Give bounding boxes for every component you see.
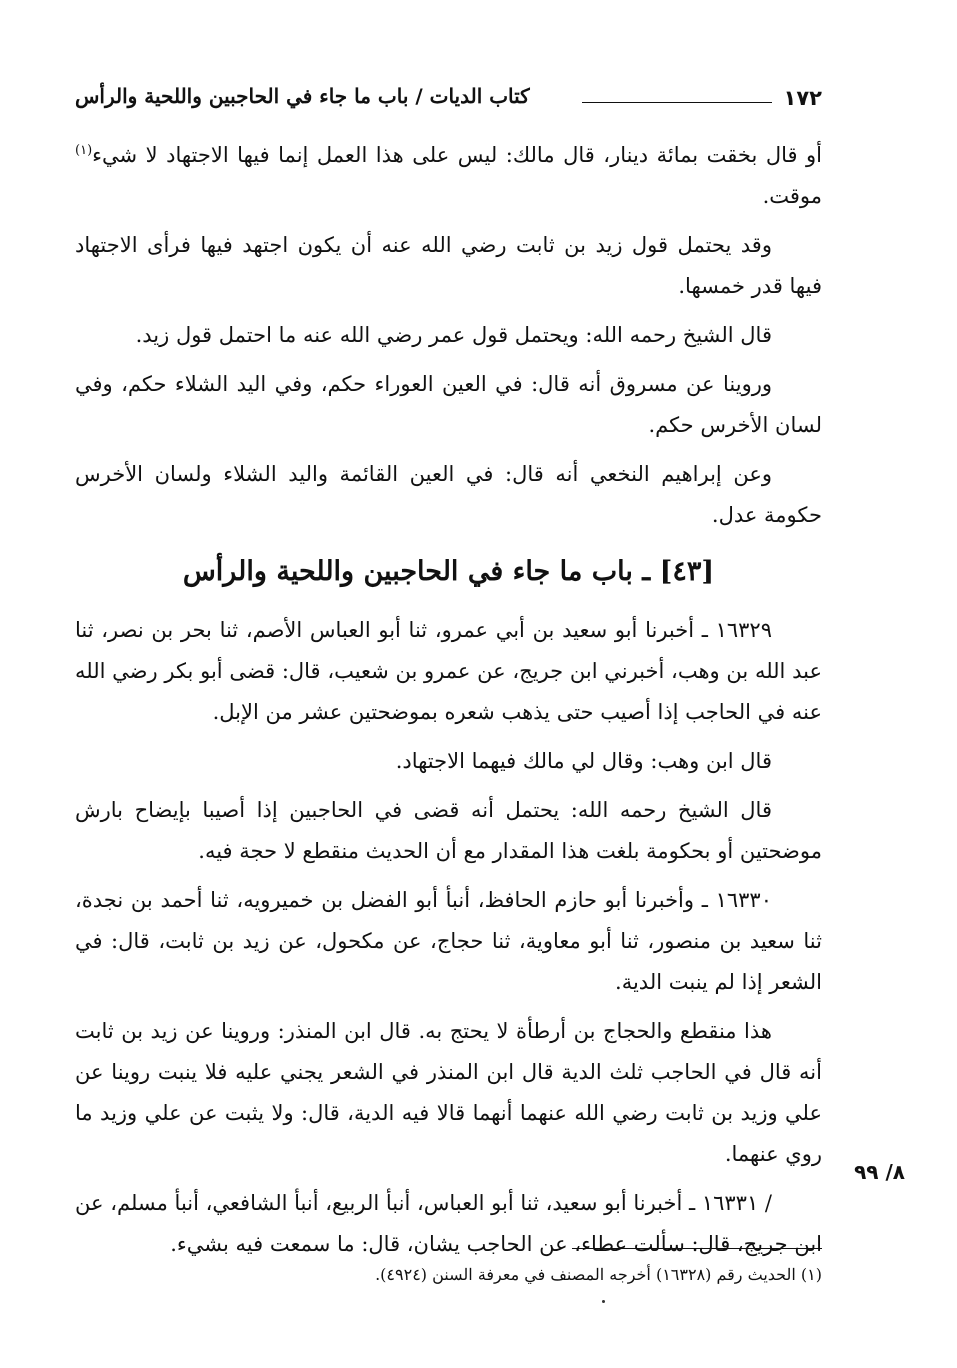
paragraph: وروينا عن مسروق أنه قال: في العين العوراء حكم، وفي اليد الشلاء حكم، وفي لسان الأخرس حكم. bbox=[75, 372, 822, 437]
section-heading: [٤٣] ـ باب ما جاء في الحاجبين واللحية والرأس bbox=[182, 556, 715, 587]
paragraph: وقد يحتمل قول زيد بن ثابت رضي الله عنه أن يكون اجتهد فيها فرأى الاجتهاد فيها قدر خمسها. bbox=[75, 233, 822, 298]
running-title: كتاب الديات / باب ما جاء في الحاجبين واللحية والرأس bbox=[75, 84, 530, 108]
footnote-separator bbox=[572, 1248, 822, 1249]
page-header bbox=[75, 78, 822, 118]
page-dot-mark bbox=[602, 1300, 605, 1303]
page-number: ١٧٢ bbox=[783, 86, 822, 110]
margin-volume-page-note: ٨/ ٩٩ bbox=[854, 1160, 905, 1184]
paragraph bbox=[75, 130, 822, 217]
paragraph-text: أو قال بخقت بمائة دينار، قال مالك: ليس على هذا العمل إنما فيها الاجتهاد لا شيء bbox=[92, 143, 822, 167]
paragraph: ١٦٣٣٠ ـ وأخبرنا أبو حازم الحافظ، أنبأ أبو الفضل بن خميرويه، ثنا أحمد بن نجدة، ثنا سعيد بن منصور، ثنا أبو معاوية، ثنا حجاج، عن مكحول، عن زيد بن ثابت، قال: في الشعر إذا لم ينبت الدية. bbox=[75, 888, 822, 994]
paragraph: / ١٦٣٣١ ـ أخبرنا أبو سعيد، ثنا أبو العباس، أنبأ الربيع، أنبأ الشافعي، أنبأ مسلم، عن ابن جريج، قال: سألت عطاء، عن الحاجب يشان، قال: ما سمعت فيه بشيء. bbox=[75, 1191, 822, 1256]
footnote-reference: (١) bbox=[75, 143, 93, 158]
header-rule bbox=[582, 102, 772, 103]
paragraph: ١٦٣٢٩ ـ أخبرنا أبو سعيد بن أبي عمرو، ثنا أبو العباس الأصم، ثنا بحر بن نصر، ثنا عبد الله بن وهب، أخبرني ابن جريج، عن عمرو بن شعيب، قال: قضى أبو بكر رضي الله عنه في الحاجب إذا أصيب حتى يذهب شعره بموضحتين عشر من الإبل. bbox=[75, 618, 822, 724]
paragraph: قال ابن وهب: وقال لي مالك فيهما الاجتهاد. bbox=[395, 749, 772, 773]
footnote: (١) الحديث رقم (١٦٣٢٨) أخرجه المصنف في معرفة السنن (٤٩٢٤). bbox=[375, 1265, 822, 1284]
paragraph: هذا منقطع والحجاج بن أرطأة لا يحتج به. قال ابن المنذر: وروينا عن زيد بن ثابت أنه قال في الحاجب ثلث الدية قال ابن المنذر في الشعر يجني عليه فلا ينبت روينا عن علي وزيد بن ثابت رضي الله عنهما أنهما قالا فيه الدية، قال: ولا يثبت عن علي وزيد ما روي عنهما. bbox=[75, 1019, 822, 1166]
paragraph: قال الشيخ رحمه الله: ويحتمل قول عمر رضي الله عنه ما احتمل قول زيد. bbox=[135, 323, 772, 347]
paragraph-text: موقت. bbox=[762, 184, 822, 208]
main-text bbox=[75, 130, 822, 1273]
paragraph: قال الشيخ رحمه الله: يحتمل أنه قضى في الحاجبين إذا أصيبا بإيضاح بارش موضحتين أو بحكومة بلغت هذا المقدار مع أن الحديث منقطع لا حجة فيه. bbox=[75, 798, 822, 863]
paragraph: وعن إبراهيم النخعي أنه قال: في العين القائمة واليد الشلاء ولسان الأخرس حكومة عدل. bbox=[75, 462, 822, 527]
